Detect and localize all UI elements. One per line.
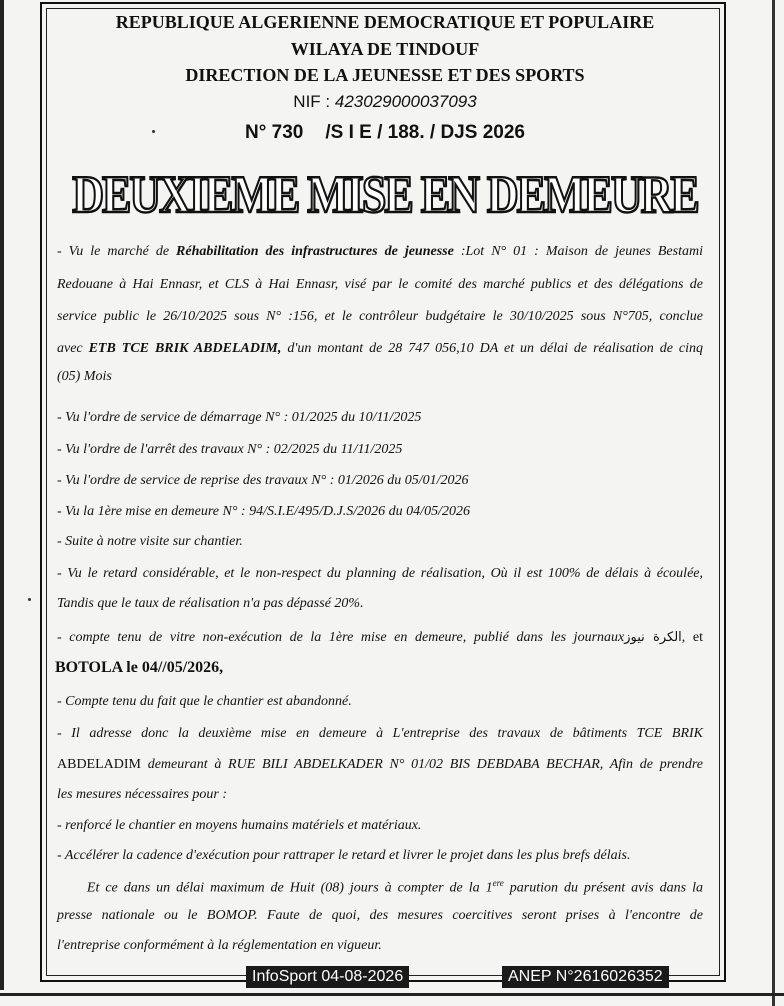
p3-line2: BOTOLA le 04//05/2026, [55,659,224,676]
scan-speck [152,130,155,133]
p1-line2: Redouane à Hai Ennasr, et CLS à Hai Ennasr, visé par le comité des marché publics et des délégations de [57,277,703,292]
paragraph-accelerer: - Accélérer la cadence d'exécution pour rattraper le retard et livrer le projet dans les plus brefs délais. [57,848,631,863]
document-title: DEUXIEME MISE EN DEMEURE [72,165,698,224]
p8-line3: l'entreprise conformément à la réglementation en vigueur. [57,938,382,953]
document-frame [40,2,726,982]
p1-line5: (05) Mois [57,369,112,384]
header-republic: REPUBLIQUE ALGERIENNE DEMOCRATIQUE ET POPULAIRE [115,12,655,32]
right-scan-edge [772,0,775,1006]
p5-line3: les mesures nécessaires pour : [57,787,228,802]
p2-line2: Tandis que le taux de réalisation n'a pas dépassé 20%. [57,596,364,611]
paragraph-renforce: - renforcé le chantier en moyens humains matériels et matériaux. [57,818,422,833]
footer-anep: ANEP N°2616026352 [502,966,669,988]
nif-label: NIF : [293,92,331,111]
nif-value: 423029000037093 [334,92,477,111]
p5-line2: ABDELADIM demeurant à RUE BILI ABDELKADER N° 01/02 BIS DEBDABA BECHAR, Afin de prendre [57,757,703,772]
bottom-rule [0,993,784,996]
header-direction: DIRECTION DE LA JEUNESSE ET DES SPORTS [185,65,585,85]
list-item: - Suite à notre visite sur chantier. [57,534,243,549]
list-item: - Vu l'ordre de service de démarrage N° : 01/2025 du 10/11/2025 [57,410,422,425]
list-item: - Vu l'ordre de service de reprise des travaux N° : 01/2026 du 05/01/2026 [57,473,469,488]
p1-line3: service public le 26/10/2025 sous N° :156, et le contrôleur budgétaire le 30/10/2025 sous N°705, conclue [57,309,703,324]
p5-line1: - Il adresse donc la deuxième mise en demeure à L'entreprise des travaux de bâtiments TCE BRIK [57,726,703,741]
p3-line1: - compte tenu de vitre non-exécution de la 1ère mise en demeure, publié dans les journauxالكرة نيوز, et [57,630,704,645]
header-wilaya: WILAYA DE TINDOUF [290,39,480,59]
list-item: - Vu l'ordre de l'arrêt des travaux N° : 02/2025 du 11/11/2025 [57,442,403,457]
header-nif [40,92,730,112]
p1-line1: - Vu le marché de Réhabilitation des infrastructures de jeunesse :Lot N° 01 : Maison de jeunes Bestami [57,244,703,259]
p8-line2: presse nationale ou le BOMOP. Faute de quoi, des mesures coercitives seront prises à l'encontre de [57,908,703,923]
reference-code: /S I E / 188. / DJS 2026 [325,122,525,143]
paragraph-abandon: - Compte tenu du fait que le chantier est abandonné. [57,694,352,709]
footer-publication: InfoSport 04-08-2026 [246,966,409,988]
p1-line4: avec ETB TCE BRIK ABDELADIM, d'un montant de 28 747 056,10 DA et un délai de réalisation de cinq [57,341,703,356]
list-item: - Vu la 1ère mise en demeure N° : 94/S.I.E/495/D.J.S/2026 du 04/05/2026 [57,504,470,519]
left-scan-edge [0,0,4,990]
scan-speck [28,598,31,601]
p2-line1: - Vu le retard considérable, et le non-respect du planning de réalisation, Où il est 100% de délais à écoulée, [57,566,703,581]
reference-number: N° 730 [245,122,304,143]
p8-line1: Et ce dans un délai maximum de Huit (08) jours à compter de la 1ere parution du présent avis dans la [57,878,703,896]
header-reference [40,122,730,144]
